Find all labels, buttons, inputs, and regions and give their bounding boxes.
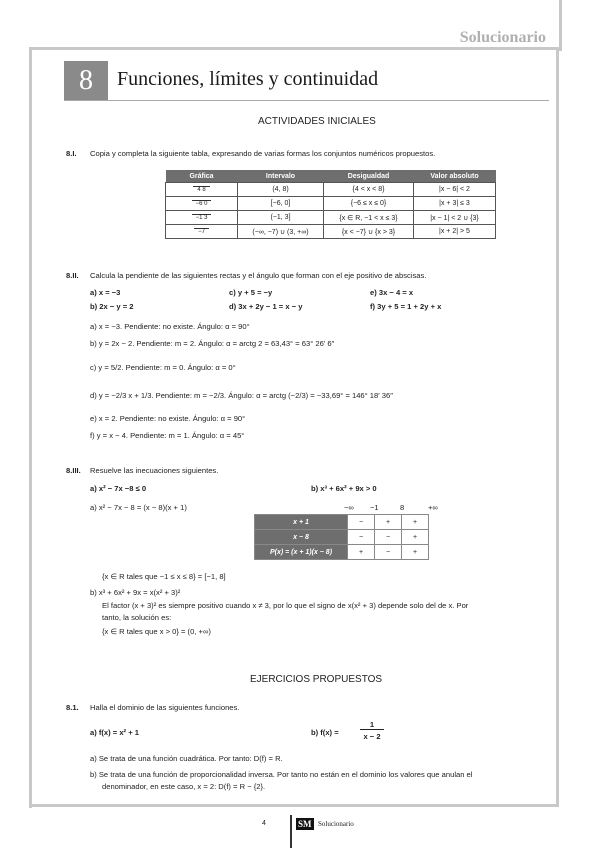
abs-cell: |x − 6| < 2: [414, 183, 496, 197]
publisher-logo: SM: [298, 819, 312, 829]
abs-cell: |x − 1| < 2 ∪ {3}: [414, 211, 496, 225]
question-text: Copia y completa la siguiente tabla, expresando de varias formas los conjuntos numéricos propuestos.: [90, 149, 436, 158]
sign-cell: −: [348, 515, 375, 530]
answer-line: c) y = 5/2. Pendiente: m = 0. Ángulo: α = 0°: [90, 363, 236, 372]
inequality-cell: {−6 ≤ x ≤ 0}: [324, 197, 414, 211]
question-text: Calcula la pendiente de las siguientes rectas y el ángulo que forman con el eje positivo de abscisas.: [90, 271, 427, 280]
sign-table: [254, 514, 429, 560]
exercise-item: a) x = −3: [90, 288, 121, 297]
answer-line: b) x³ + 6x² + 9x = x(x² + 3)²: [90, 588, 181, 597]
row-label: P(x) = (x + 1)(x − 8): [255, 545, 348, 560]
answer-line: a) x² − 7x − 8 = (x − 8)(x + 1): [90, 503, 187, 512]
graph-cell: −1 3: [166, 211, 238, 225]
exercise-item: a) x² − 7x −8 ≤ 0: [90, 484, 147, 493]
axis-label: 8: [400, 503, 405, 512]
answer-line: tanto, la solución es:: [102, 613, 172, 622]
question-id: 8.1.: [66, 703, 79, 712]
exercise-item: b) x³ + 6x² + 9x > 0: [311, 484, 377, 493]
fraction-numerator: 1: [360, 720, 384, 730]
question-text: Resuelve las inecuaciones siguientes.: [90, 466, 219, 475]
table-header: Valor absoluto: [414, 170, 496, 183]
table-header: Intervalo: [238, 170, 324, 183]
right-border: [556, 48, 559, 806]
inequality-cell: {x < −7} ∪ {x > 3}: [324, 225, 414, 239]
sign-cell: +: [402, 545, 429, 560]
table-row: [255, 515, 429, 530]
sign-cell: +: [375, 515, 402, 530]
fraction-denominator: x − 2: [363, 732, 381, 741]
bottom-border: [29, 804, 559, 807]
sets-table: [165, 170, 496, 239]
row-label: x − 8: [255, 530, 348, 545]
table-row: [255, 545, 429, 560]
question-id: 8.III.: [66, 466, 81, 475]
answer-line: a) Se trata de una función cuadrática. Por tanto: D(f) = R.: [90, 754, 283, 763]
exercise-item: d) 3x + 2y − 1 = x − y: [229, 302, 303, 311]
axis-label: +∞: [428, 503, 438, 512]
table-row: [166, 225, 496, 239]
axis-label: −1: [370, 503, 379, 512]
table-row: [166, 211, 496, 225]
sign-cell: +: [402, 530, 429, 545]
left-border: [29, 48, 32, 808]
table-row: [166, 183, 496, 197]
inequality-cell: {4 < x < 8}: [324, 183, 414, 197]
sign-cell: +: [402, 515, 429, 530]
answer-line: {x ∈ R tales que x > 0} = (0, +∞): [102, 627, 211, 636]
interval-cell: (−1, 3]: [238, 211, 324, 225]
table-header: Gráfica: [166, 170, 238, 183]
graph-cell: 4 8: [166, 183, 238, 197]
exercise-item: a) f(x) = x² + 1: [90, 728, 139, 737]
table-row: [166, 197, 496, 211]
exercise-item: b) 2x − y = 2: [90, 302, 134, 311]
interval-cell: [−6, 0]: [238, 197, 324, 211]
answer-line: f) y = x − 4. Pendiente: m = 1. Ángulo: α = 45°: [90, 431, 245, 440]
sign-cell: −: [375, 530, 402, 545]
table-header: Desigualdad: [324, 170, 414, 183]
answer-line: d) y = −2/3 x + 1/3. Pendiente: m = −2/3. Ángulo: α = arctg (−2/3) = −33,69° = 146° 18′ 36″: [90, 391, 393, 400]
row-label: x + 1: [255, 515, 348, 530]
footer-divider: [290, 815, 292, 848]
footer-label: Solucionario: [318, 820, 354, 828]
answer-line: {x ∈ R tales que −1 ≤ x ≤ 8} = [−1, 8]: [102, 572, 226, 581]
interval-cell: (4, 8): [238, 183, 324, 197]
sign-cell: −: [375, 545, 402, 560]
question-id: 8.I.: [66, 149, 77, 158]
answer-line: denominador, en este caso, x = 2: D(f) = R − {2}.: [102, 782, 266, 791]
page-number: 4: [262, 820, 266, 827]
answer-line: e) x = 2. Pendiente: no existe. Ángulo: α = 90°: [90, 414, 246, 423]
abs-cell: |x + 2| > 5: [414, 225, 496, 239]
exercise-item: b) f(x) =: [311, 728, 339, 737]
chapter-divider: [64, 100, 549, 101]
exercise-item: c) y + 5 = −y: [229, 288, 273, 297]
section-heading-proposed: EJERCICIOS PROPUESTOS: [250, 674, 383, 685]
graph-cell: −6 0: [166, 197, 238, 211]
answer-line: b) y = 2x − 2. Pendiente: m = 2. Ángulo: α = arctg 2 = 63,43° = 63° 26′ 6″: [90, 339, 335, 348]
exercise-item: e) 3x − 4 = x: [370, 288, 414, 297]
exercise-item: f) 3y + 5 = 1 + 2y + x: [370, 302, 442, 311]
axis-label: −∞: [344, 503, 354, 512]
question-id: 8.II.: [66, 271, 79, 280]
chapter-number: 8: [64, 61, 108, 100]
chapter-title: Funciones, límites y continuidad: [117, 68, 379, 90]
answer-line: b) Se trata de una función de proporcionalidad inversa. Por tanto no están en el dominio los valores que anulan el: [90, 770, 473, 779]
sign-cell: −: [348, 530, 375, 545]
graph-cell: −7: [166, 225, 238, 239]
section-heading-initial: ACTIVIDADES INICIALES: [258, 116, 376, 127]
brand-title: Solucionario: [459, 29, 546, 46]
inequality-cell: {x ∈ R, −1 < x ≤ 3}: [324, 211, 414, 225]
answer-line: a) x = −3. Pendiente: no existe. Ángulo: α = 90°: [90, 322, 250, 331]
question-text: Halla el dominio de las siguientes funciones.: [90, 703, 240, 712]
sign-cell: +: [348, 545, 375, 560]
interval-cell: (−∞, −7) ∪ (3, +∞): [238, 225, 324, 239]
abs-cell: |x + 3| ≤ 3: [414, 197, 496, 211]
answer-line: El factor (x + 3)² es siempre positivo cuando x ≠ 3, por lo que el signo de x(x² + 3) depende solo del de x. Por: [102, 601, 469, 610]
table-row: [255, 530, 429, 545]
